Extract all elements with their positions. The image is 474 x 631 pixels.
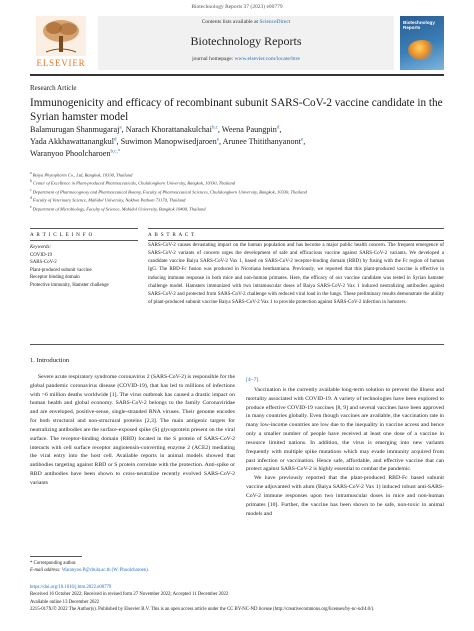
elsevier-tree-icon xyxy=(36,16,86,56)
author-name[interactable]: Narach Khorattanakulchai xyxy=(125,125,212,134)
affiliation-marker: c xyxy=(30,187,32,192)
author-name[interactable]: Arunee Thitithanyanont xyxy=(222,136,301,146)
author-name[interactable]: Suwimon Manopwisedjaroen xyxy=(120,136,217,146)
running-head: Biotechnology Reports 37 (2023) e00779 xyxy=(191,4,283,10)
author-name[interactable]: Balamurugan Shanmugaraj xyxy=(30,125,120,134)
affiliation-marker: d xyxy=(30,196,32,201)
affiliation-item xyxy=(30,188,444,196)
affiliation-item xyxy=(30,179,444,187)
affiliation-text: Baiya Phytopharm Co., Ltd, Bangkok, 10330, Thailand xyxy=(32,172,133,178)
introduction-left-column: Severe acute respiratory syndrome coronavirus 2 (SARS-CoV-2) is responsible for the global pandemic coronavirus disease (COVID-19), that has led to millions of infections with >6 million deaths worldwide [1]. The virus outbreak has caused a drastic impact on human health and global economy. SARS-CoV-2 belongs to the family Coronaviridae and are enveloped, positive-sense, single-stranded RNA viruses. Their genome encodes for both structural and non-structural proteins [2,3]. The main antigenic targets for neutralizing antibodies are the surface-exposed spike (S) glycoprotein present on the viral surface. The receptor-binding domain (RBD) located in the S protein of SARS-CoV-2 interacts with cell surface receptor angiotensin-converting enzyme 2 (ACE2) mediating the viral entry into the host cell. Available reports in animal models showed that antibodies targeting against RBD or S protein correlate with the protection. Anti-spike or RBD antibodies have been shown to cross-neutralize recently evolved SARS-CoV-2 variants xyxy=(30,374,235,486)
affiliation-item xyxy=(30,171,444,179)
online-date: Available online 13 December 2022 xyxy=(30,599,100,605)
affiliations xyxy=(30,171,444,213)
homepage-line xyxy=(98,56,394,62)
journal-banner xyxy=(98,16,394,70)
affiliation-text: Department of Microbiology, Faculty of Science, Mahidol University, Bangkok 10400, Thailand xyxy=(32,206,206,212)
contents-line xyxy=(98,19,394,25)
author-name[interactable]: Waranyoo Phoolcharoen xyxy=(30,148,111,158)
author-affil-marker[interactable]: a xyxy=(119,125,122,131)
received-dates: Received 16 October 2022; Received in revised form 27 November 2022; Accepted 11 December 2022 xyxy=(30,592,229,598)
affiliation-text: Faculty of Veterinary Science, Mahidol University, Nakhon Pathom 73170, Thailand xyxy=(32,197,186,203)
elsevier-wordmark: ELSEVIER xyxy=(36,58,86,68)
author-affil-marker[interactable]: e xyxy=(300,137,304,143)
keyword-item[interactable]: Protective immunity, Hamster challenge xyxy=(30,282,109,288)
affiliation-marker: a xyxy=(30,171,32,175)
article-info-rule-top xyxy=(30,228,138,229)
affiliation-text: Department of Pharmacognosy and Pharmaceutical Botany, Faculty of Pharmaceutical Sciences, Chulalongkorn University, Bangkok, 10330, Thailand xyxy=(32,189,307,195)
author-name[interactable]: Weena Paungpin xyxy=(221,125,277,134)
cover-title: Biotechnology Reports xyxy=(403,20,435,31)
affiliation-text: Center of Excellence in Plant-produced Pharmaceuticals, Chulalongkorn University, Bangkok, 10330, Thailand xyxy=(32,180,235,186)
introduction-right-text xyxy=(246,386,444,518)
elsevier-logo[interactable] xyxy=(30,16,92,70)
paragraph-previous-report: We have previously reported that the plant-produced RBD-Fc based subunit vaccine adjuvanted with alum (Baiya SARS-CoV-2 Vax 1) induced robust anti-SARS-CoV-2 immune responses upon two intramuscular doses in mice and non-human primates [10]. Further, the vaccine has been shown to be safe, non-toxic in animal models and xyxy=(246,475,444,517)
keyword-item[interactable]: SARS-CoV-2 xyxy=(30,260,57,266)
corresponding-author-note: * Corresponding author. xyxy=(30,561,77,566)
continued-citation[interactable]: [4–7]. xyxy=(246,377,260,383)
keyword-item[interactable]: Plant-produced subunit vaccine xyxy=(30,267,92,273)
author-affil-marker[interactable]: e xyxy=(216,137,220,143)
abstract-rule-top xyxy=(148,228,444,229)
article-info-heading: A R T I C L E I N F O xyxy=(30,232,94,238)
footnote-divider xyxy=(30,556,82,557)
author-affil-marker[interactable]: d xyxy=(113,137,117,143)
homepage-link[interactable]: www.elsevier.com/locate/btre xyxy=(234,56,300,62)
keyword-item[interactable]: COVID-19 xyxy=(30,252,53,258)
email-link[interactable]: Waranyoo.P@chula.ac.th (W. Phoolcharoen). xyxy=(61,568,149,574)
homepage-prefix: journal homepage: xyxy=(192,56,235,62)
footnotes xyxy=(30,560,235,575)
author-name[interactable]: Yada Akkhawattanangkul xyxy=(30,136,114,146)
keywords-block xyxy=(30,244,138,290)
doi-link[interactable]: https://doi.org/10.1016/j.btre.2022.e00779 xyxy=(30,585,112,590)
abstract-text: SARS-CoV-2 causes devastating impact on the human population and has become a major public health concern. The frequent emergence of SARS-CoV-2 variants of concern urges the development of safe and efficacious vaccine against SARS-CoV-2 variants. We developed a candidate vaccine Baiya SARS-CoV-2 Vax 1, based on SARS-CoV-2 receptor-binding domain (RBD) by fusing with the Fc region of human IgG. The RBD-Fc fusion was produced in Nicotiana benthamiana. Previously, we reported that this plant-produced vaccine is effective in inducing immune response in both mice and non-human primates. Here, the efficacy of our vaccine candidate was tested in Syrian hamster challenge model. Hamsters immunized with two intramuscular doses of Baiya SARS-CoV-2 Vax 1 induced neutralizing antibodies against SARS-CoV-2 and protected from SARS-CoV-2 challenge with reduced viral load in the lungs. These preliminary results demonstrate the ability of plant-produced subunit vaccine Baiya SARS-CoV-2 Vax 1 to provide protection against SARS-CoV-2 infection in hamsters. xyxy=(148,242,444,305)
masthead-divider xyxy=(30,74,444,76)
cover-art-image xyxy=(408,40,436,60)
keyword-item[interactable]: Receptor binding domain xyxy=(30,275,80,281)
masthead xyxy=(30,16,444,72)
paragraph-vaccination: Vaccination is the currently available long-term solution to prevent the illness and mortality associated with COVID-19. A variety of technologies have been explored to produce effective COVID-19 vaccines [8, 9] and several vaccines have been approved in many countries globally. Even though vaccines are available, the vaccination rate in many low-income countries are low due to the inequality in vaccine access and hence only a smaller number of people have received at least one dose of a vaccine in resource limited nations. In addition, the virus is emerging into new variants frequently with multiple spike mutations which may evade immunity acquired from past infection or vaccination. Hence safe, affordable, and effective vaccine that can protect against SARS-CoV-2 is highly essential to combat the pandemic. xyxy=(246,387,444,473)
affiliation-marker: b xyxy=(30,179,32,184)
abstract-rule-bottom xyxy=(30,344,444,345)
email-label: E-mail address: xyxy=(30,568,62,574)
affiliation-item xyxy=(30,205,444,213)
contents-prefix: Contents lists available at xyxy=(201,19,260,25)
article-info-rule-mid xyxy=(30,240,138,241)
journal-cover[interactable] xyxy=(400,16,444,70)
author-affil-marker[interactable]: d xyxy=(276,125,280,131)
author-affil-marker[interactable]: b,c xyxy=(211,125,218,131)
author-affil-marker[interactable]: b,c,* xyxy=(110,149,121,155)
license-statement: 2215-017X/© 2022 The Author(s). Published by Elsevier B.V. This is an open access article under the CC BY-NC-ND license (http://creativecommons.org/licenses/by-nc-nd/4.0/). xyxy=(30,607,375,613)
abstract-heading: A B S T R A C T xyxy=(148,232,196,238)
keywords-label: Keywords: xyxy=(30,245,52,250)
article-title: Immunogenicity and efficacy of recombinant subunit SARS-CoV-2 vaccine candidate in the Syrian hamster model xyxy=(30,97,443,123)
journal-title: Biotechnology Reports xyxy=(190,34,302,48)
affiliation-marker: e xyxy=(30,204,32,209)
author-list: Balamurugan Shanmugaraj$^a$, Narach Khorattanakulchai$^{b,c}$, Weena Paungpin$^d$, Yada Akkhawattanangkul$^d$, Suwimon Manopwisedjaroen$^e$, Arunee Thitithanyanont$^e$, Waranyoo Phoolcharoen$^{b,c,*}$ xyxy=(30,125,306,158)
introduction-heading: 1. Introduction xyxy=(30,357,70,364)
email-note xyxy=(30,567,235,574)
publication-info xyxy=(30,584,444,614)
sciencedirect-link[interactable]: ScienceDirect xyxy=(259,19,291,25)
article-type: Research Article xyxy=(30,84,77,92)
affiliation-item xyxy=(30,196,444,204)
